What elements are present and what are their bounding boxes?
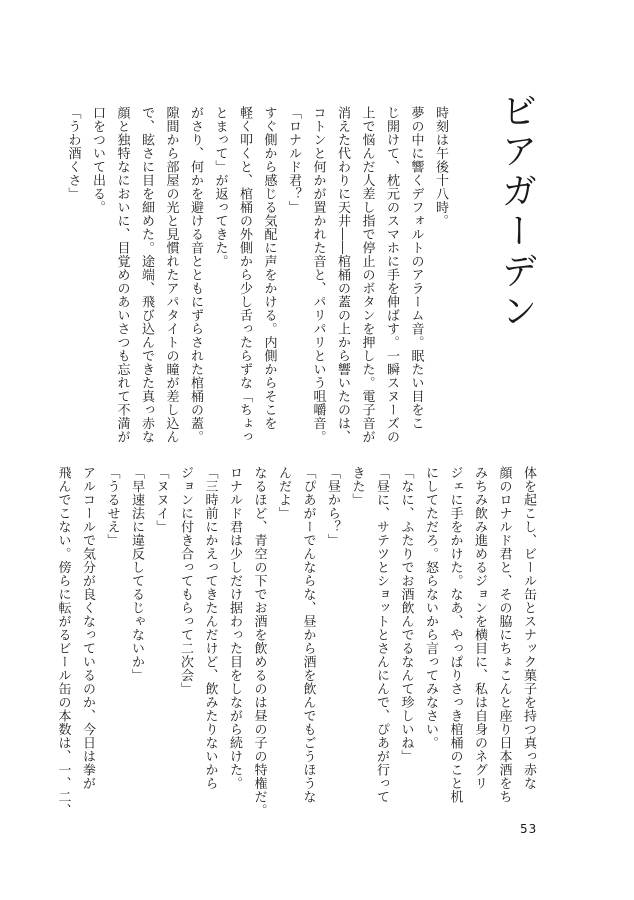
text-line: 「昼に、サテツとショットとさんにんで、ぴあが行って [374, 466, 389, 804]
text-line: 夢の中に響くデフォルトのアラーム音。眠たい目をこ [408, 106, 424, 430]
text-line: 口をついて出る。 [90, 106, 105, 214]
text-line: 「なに、ふたりでお酒飲んでるなんて珍しいね」 [398, 466, 414, 763]
text-line: コトンと何かが置かれた音と、パリパリという咀嚼音。 [310, 106, 326, 444]
text-line: ジェに手をかけた。なあ、やっぱりさっき棺桶のこと机 [447, 466, 463, 804]
text-line: 軽く叩くと、棺桶の外側から少し舌ったらずな「ちょっ [237, 106, 252, 444]
text-line: 「ロナルド君？」 [286, 106, 301, 214]
text-line: にしてただろ。怒らないから言ってみなさい。 [423, 466, 438, 750]
text-line: 「ヌヌイ」 [153, 466, 169, 534]
page-number: 53 [520, 822, 538, 836]
text-line: 「ぴあがーでんならな、昼から酒を飲んでもごうほうな [300, 466, 316, 804]
text-line: んだよ」 [276, 466, 291, 520]
text-line: 体を起こし、ビール缶とスナック菓子を持つ真っ赤な [521, 466, 536, 790]
text-line: とまって」が返ってきた。 [212, 106, 228, 268]
text-line: 顔のロナルド君と、その脇にちょこんと座り日本酒をち [496, 466, 512, 804]
text-line: なるほど、青空の下でお酒を飲めるのは昼の子の特権だ。 [251, 466, 267, 817]
text-line: みちみ飲み進めるジョンを横目に、私は自身のネグリ [472, 466, 487, 790]
text-line: 隙間から部屋の光と見慣れたアパタイトの瞳が差し込ん [163, 106, 179, 444]
text-line: 消えた代わりに天井――棺桶の蓋の上から響いたのは、 [335, 106, 350, 444]
text-line: 「三時前にかえってきたんだけど、飲みたりないから [202, 466, 218, 790]
text-line: 「昼から？」 [325, 466, 340, 547]
lower-text-block [55, 466, 540, 817]
text-line: すぐ側から感じる気配に声をかける。内側からそこを [261, 106, 277, 430]
text-line: ロナルド君は少しだけ据わった目をしながら続けた。 [227, 466, 242, 790]
text-line: 飛んでこない。傍らに転がるビール缶の本数は、一、二、 [55, 466, 71, 817]
text-line: 「早速法に違反してるじゃないか」 [129, 466, 144, 682]
text-line: 顔と独特なにおいに、目覚めのあいさつも忘れて不満が [114, 106, 130, 444]
text-line: アルコールで気分が良くなっているのか、今日は拳が [80, 466, 95, 790]
text-line: きた」 [349, 466, 365, 507]
text-line: 時刻は午後十八時。 [433, 106, 448, 228]
text-line: 上で悩んだ人差し指で停止のボタンを押した。電子音が [359, 106, 375, 444]
text-line: で、眩さに目を細めた。途端、飛び込んできた真っ赤な [139, 106, 154, 444]
text-line: ジョンに付き合ってもらって二次会」 [178, 466, 193, 696]
text-line: 「うるせえ」 [104, 466, 120, 547]
upper-text-block [65, 106, 452, 462]
text-line: がさり、何かを避ける音とともにずらされた棺桶の蓋。 [188, 106, 203, 444]
text-line: 「うわ酒くさ」 [65, 106, 81, 201]
text-line: じ開けて、枕元のスマホに手を伸ばす。一瞬スヌーズの [384, 106, 399, 444]
chapter-title: ビアガーデン [496, 92, 537, 332]
